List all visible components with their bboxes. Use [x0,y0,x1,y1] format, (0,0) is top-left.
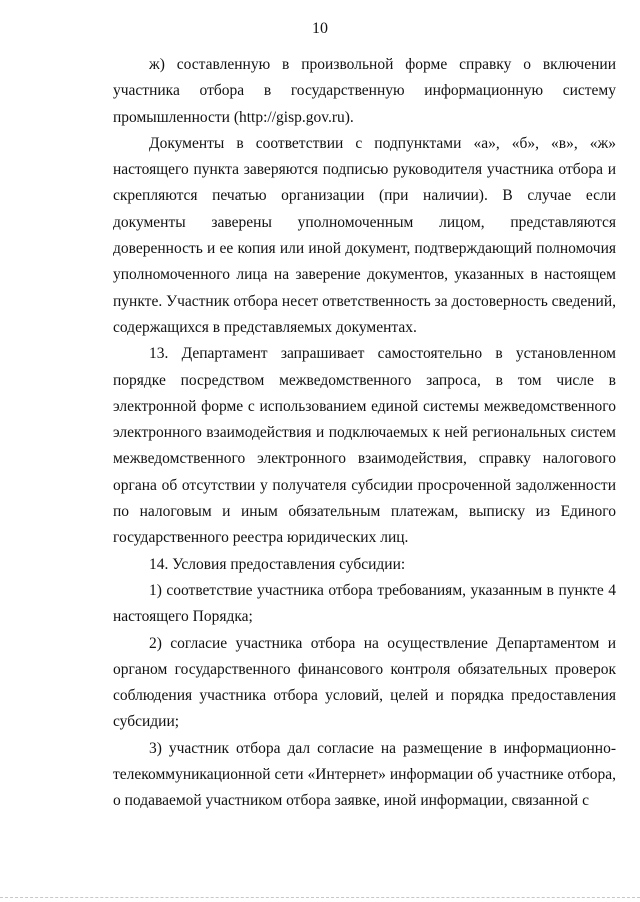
condition-2: 2) согласие участника отбора на осуществление Департаментом и органом государственного финансового контроля обязательных проверок соблюдения участника отбора условий, целей и порядка предоставления субсидии; [113,634,616,731]
page-number: 10 [312,20,328,37]
paragraph-14-heading: 14. Условия предоставления субсидии: [149,555,406,573]
condition-1: 1) соответствие участника отбора требованиям, указанным в пункте 4 настоящего Порядка; [113,581,616,626]
condition-3: 3) участник отбора дал согласие на размещение в информационно-телекоммуникационной сети «Интернет» информации об участнике отбора, о подаваемой участником отбора заявке, иной информации, связанной с [113,739,616,810]
page-bottom-edge [0,897,640,898]
paragraph-documents-certification: Документы в соответствии с подпунктами «а», «б», «в», «ж» настоящего пункта заверяются подписью руководителя участника отбора и скрепляются печатью организации (при наличии). В случае если документы заверены уполномоченным лицом, представляются доверенность и ее копия или иной документ, подтверждающий полномочия уполномоченного лица на заверение документов, указанных в настоящем пункте. Участник отбора несет ответственность за достоверность сведений, содержащихся в представляемых документах. [113,134,616,336]
paragraph-item-zh: ж) составленную в произвольной форме справку о включении участника отбора в государственную информационную систему промышленности (http://gisp.gov.ru). [113,56,616,126]
paragraph-13: 13. Департамент запрашивает самостоятельно в установленном порядке посредством межведомственного запроса, в том числе в электронной форме с использованием единой системы межведомственного электронного взаимодействия и подключаемых к ней региональных систем межведомственного электронного взаимодействия, справку налогового органа об отсутствии у получателя субсидии просроченной задолженности по налоговым и иным обязательным платежам, выписку из Единого государственного реестра юридических лиц. [113,345,616,547]
document-body [113,52,616,815]
